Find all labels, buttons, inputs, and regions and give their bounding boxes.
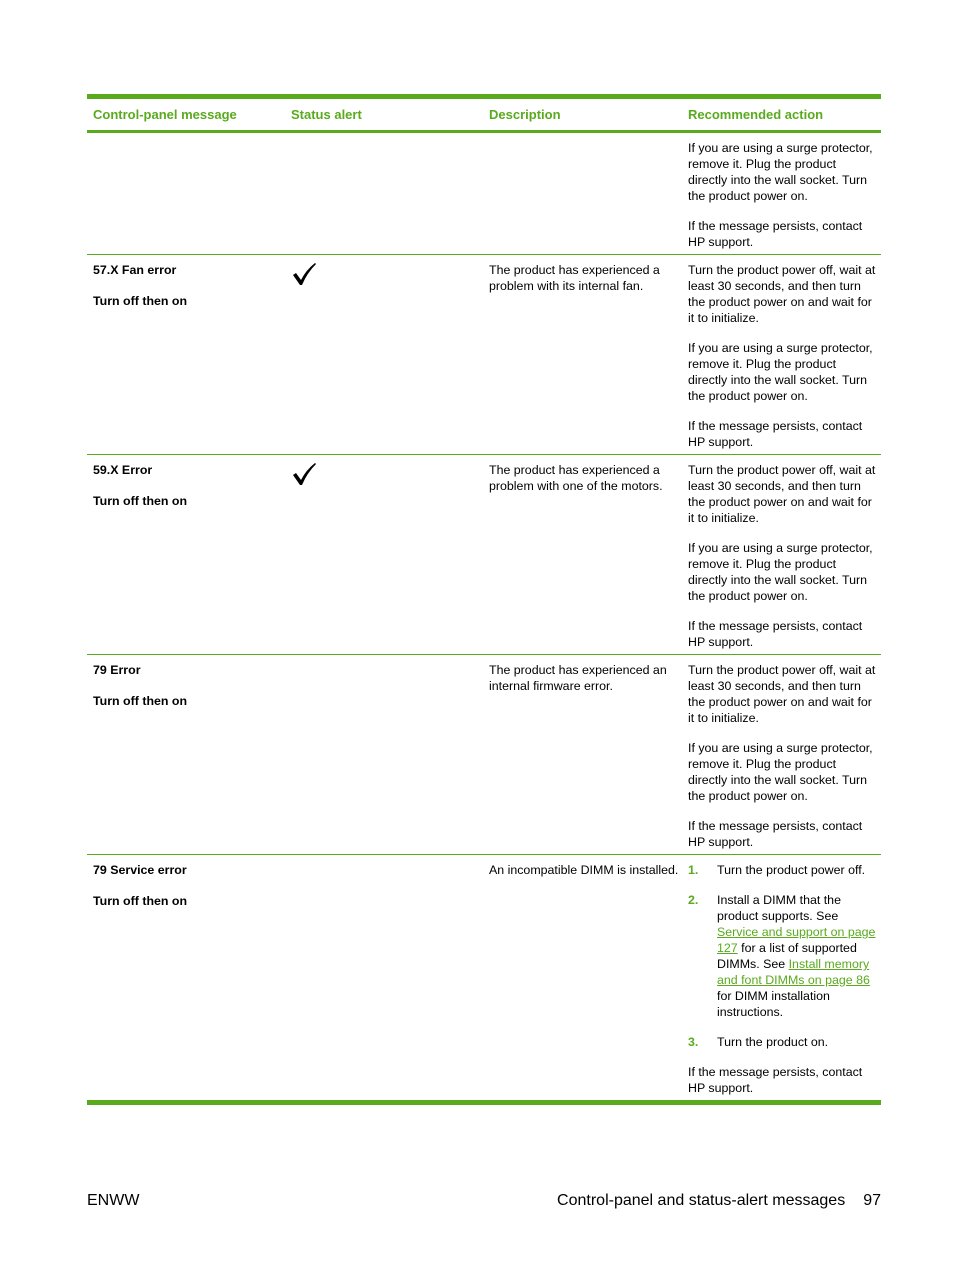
checkmark-icon: [291, 262, 317, 286]
step-text: Turn the product on.: [717, 1035, 829, 1049]
control-panel-message-cell: [87, 855, 285, 1100]
step-text: Turn the product power off.: [717, 863, 866, 877]
page-number: 97: [863, 1192, 881, 1209]
recommended-action-cell: Turn the product power off, wait at least 30 seconds, and then turn the product power on and wait for it to initialize. If you are using a surge protector, remove it. Plug the product directly into the wall socket. Turn the product power on. If the message persists, contact HP support.: [688, 463, 876, 649]
header-description: Description: [489, 107, 561, 122]
header-control-panel-message: Control-panel message: [93, 107, 237, 122]
control-panel-message-cell: [87, 655, 285, 854]
footer-enww: ENWW: [87, 1192, 140, 1209]
table-row: [87, 855, 881, 1100]
status-alert-cell: [285, 255, 483, 454]
message-subtitle: Turn off then on: [93, 494, 188, 508]
message-subtitle: Turn off then on: [93, 694, 188, 708]
footer-section-title: Control-panel and status-alert messages: [557, 1192, 846, 1209]
message-title: 79 Error: [93, 663, 141, 677]
description-cell: The product has experienced an internal firmware error.: [489, 663, 667, 693]
status-alert-cell: [285, 455, 483, 654]
message-subtitle: Turn off then on: [93, 894, 188, 908]
numbered-step: [688, 892, 877, 1020]
numbered-step: [688, 1034, 877, 1050]
install-memory-link[interactable]: Install memory and font DIMMs on page 86: [717, 957, 870, 987]
recommended-action-cell: If you are using a surge protector, remove it. Plug the product directly into the wall socket. Turn the product power on. If the message persists, contact HP support.: [688, 141, 873, 249]
header-status-alert: Status alert: [291, 107, 362, 122]
control-panel-message-cell: [87, 255, 285, 454]
table-row: [87, 455, 881, 655]
recommended-action-cell: Turn the product power off, wait at least 30 seconds, and then turn the product power on and wait for it to initialize. If you are using a surge protector, remove it. Plug the product directly into the wall socket. Turn the product power on. If the message persists, contact HP support.: [688, 663, 876, 849]
table-row: [87, 255, 881, 455]
step-number: 2.: [688, 893, 699, 907]
status-alert-cell: [285, 855, 483, 1100]
message-title: 59.X Error: [93, 463, 153, 477]
description-cell: The product has experienced a problem with its internal fan.: [489, 263, 660, 293]
service-and-support-link[interactable]: Service and support on page 127: [717, 925, 876, 955]
step-number: 1.: [688, 863, 699, 877]
table-header: [87, 99, 881, 133]
recommended-action-cell: 1. Turn the product power off. 2. Install a DIMM that the product supports. See Service and support on page 127 for a list of supported DIMMs. See Install memory and font DIMMs on page 86 for DIMM installation instructions. 3. Turn the product on. If the message persists, contact HP support.: [688, 863, 876, 1095]
recommended-action-cell: Turn the product power off, wait at least 30 seconds, and then turn the product power on and wait for it to initialize. If you are using a surge protector, remove it. Plug the product directly into the wall socket. Turn the product power on. If the message persists, contact HP support.: [688, 263, 876, 449]
message-title: 79 Service error: [93, 863, 187, 877]
control-panel-message-cell: [87, 455, 285, 654]
status-message-table: [87, 94, 881, 1105]
numbered-step: [688, 862, 877, 878]
header-recommended-action: Recommended action: [688, 107, 824, 122]
footer-title: [557, 1192, 881, 1210]
description-cell: An incompatible DIMM is installed.: [489, 863, 679, 877]
description-cell: The product has experienced a problem with one of the motors.: [489, 463, 663, 493]
message-title: 57.X Fan error: [93, 263, 177, 277]
table-row: [87, 655, 881, 855]
status-alert-cell: [285, 655, 483, 854]
step-number: 3.: [688, 1035, 699, 1049]
step-text: Install a DIMM that the product supports. See Service and support on page 127 for a list of supported DIMMs. See Install memory and font DIMMs on page 86 for DIMM installation instructions.: [717, 893, 876, 1019]
table-row-continued: [87, 133, 881, 255]
message-subtitle: Turn off then on: [93, 294, 188, 308]
checkmark-icon: [291, 462, 317, 486]
